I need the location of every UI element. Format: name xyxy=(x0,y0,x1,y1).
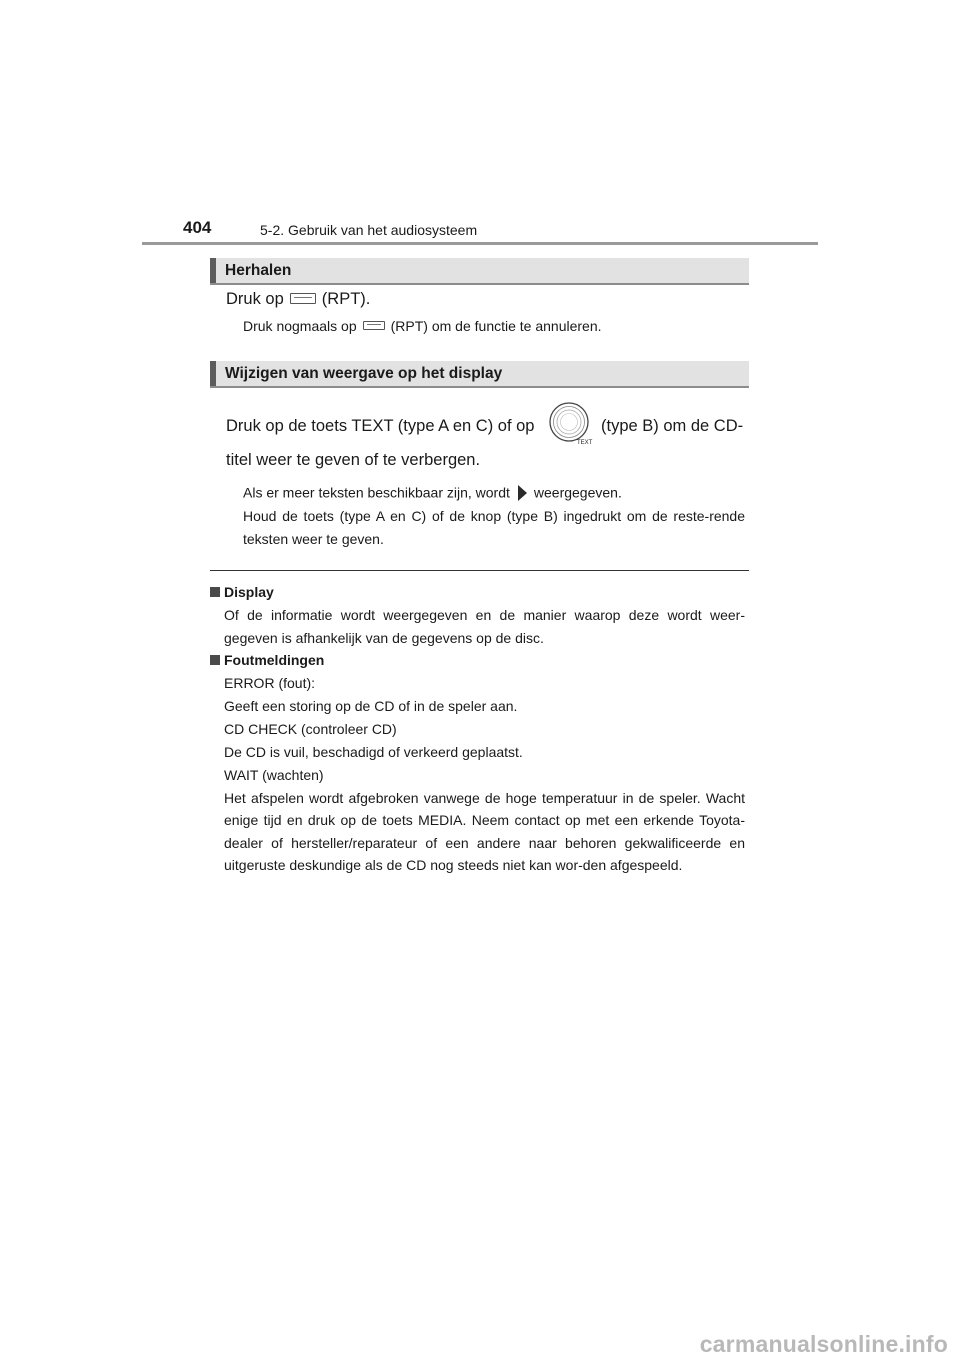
display-step-line1-prefix: Druk op de toets TEXT (type A en C) of op xyxy=(226,417,535,435)
rpt-button-icon-small xyxy=(363,321,385,330)
repeat-step xyxy=(226,290,370,309)
notes-divider xyxy=(210,570,749,571)
error-item xyxy=(224,764,745,877)
heading-repeat xyxy=(210,258,749,285)
display-step-line2: titel weer te geven of te verbergen. xyxy=(226,451,481,469)
heading-accent xyxy=(210,361,216,386)
section-header: 5-2. Gebruik van het audiosysteem xyxy=(260,222,478,238)
display-step-line1-suffix: (type B) om de CD- xyxy=(601,417,744,435)
display-note1-suffix: weergegeven. xyxy=(533,484,622,501)
note-display-body: Of de informatie wordt weergegeven en de manier waarop deze wordt weer-gegeven is afhankelijk van de gegevens op de disc. xyxy=(224,607,745,646)
display-note1 xyxy=(243,483,622,505)
text-dial-icon xyxy=(548,401,594,447)
note-errors-title: Foutmeldingen xyxy=(224,652,325,668)
heading-display-change xyxy=(210,361,749,388)
display-note2: Houd de toets (type A en C) of de knop (type B) ingedrukt om de reste-rende teksten weer te geven. xyxy=(243,508,745,547)
repeat-note xyxy=(243,318,602,334)
rpt-button-icon xyxy=(290,293,316,304)
heading-repeat-text: Herhalen xyxy=(225,262,292,279)
repeat-note-prefix: Druk nogmaals op xyxy=(243,318,357,334)
error-desc: Geeft een storing op de CD of in de speler aan. xyxy=(224,697,518,714)
error-code: WAIT (wachten) xyxy=(224,767,324,783)
error-item xyxy=(224,672,745,717)
note-display-heading xyxy=(210,584,274,600)
repeat-note-suffix: (RPT) om de functie te annuleren. xyxy=(390,318,602,334)
square-bullet-icon xyxy=(210,655,220,665)
note-errors-heading xyxy=(210,652,324,668)
square-bullet-icon xyxy=(210,587,220,597)
arrow-right-icon xyxy=(515,483,529,503)
error-desc: Het afspelen wordt afgebroken vanwege de hoge temperatuur in de speler. Wacht enige tijd en druk op de toets MEDIA. Neem contact op met een erkende Toyota-dealer of hersteller/reparateur of een andere naar behoren gekwalificeerde en uitgeruste deskundige als de CD nog steeds niet kan wor-den afgespeeld. xyxy=(224,789,745,873)
heading-display-change-text: Wijzigen van weergave op het display xyxy=(225,365,503,382)
page-number: 404 xyxy=(183,218,212,237)
error-code: ERROR (fout): xyxy=(224,675,316,691)
repeat-step-suffix: (RPT). xyxy=(321,290,371,308)
watermark: carmanualsonline.info xyxy=(699,1331,948,1357)
error-desc: De CD is vuil, beschadigd of verkeerd geplaatst. xyxy=(224,743,523,760)
heading-accent xyxy=(210,258,216,283)
dial-label: TEXT xyxy=(577,440,593,446)
error-code: CD CHECK (controleer CD) xyxy=(224,721,397,737)
header-divider xyxy=(142,242,818,245)
display-note1-prefix: Als er meer teksten beschikbaar zijn, wordt xyxy=(243,484,510,501)
error-item xyxy=(224,718,745,763)
note-display-title: Display xyxy=(224,584,274,600)
repeat-step-prefix: Druk op xyxy=(226,290,284,308)
